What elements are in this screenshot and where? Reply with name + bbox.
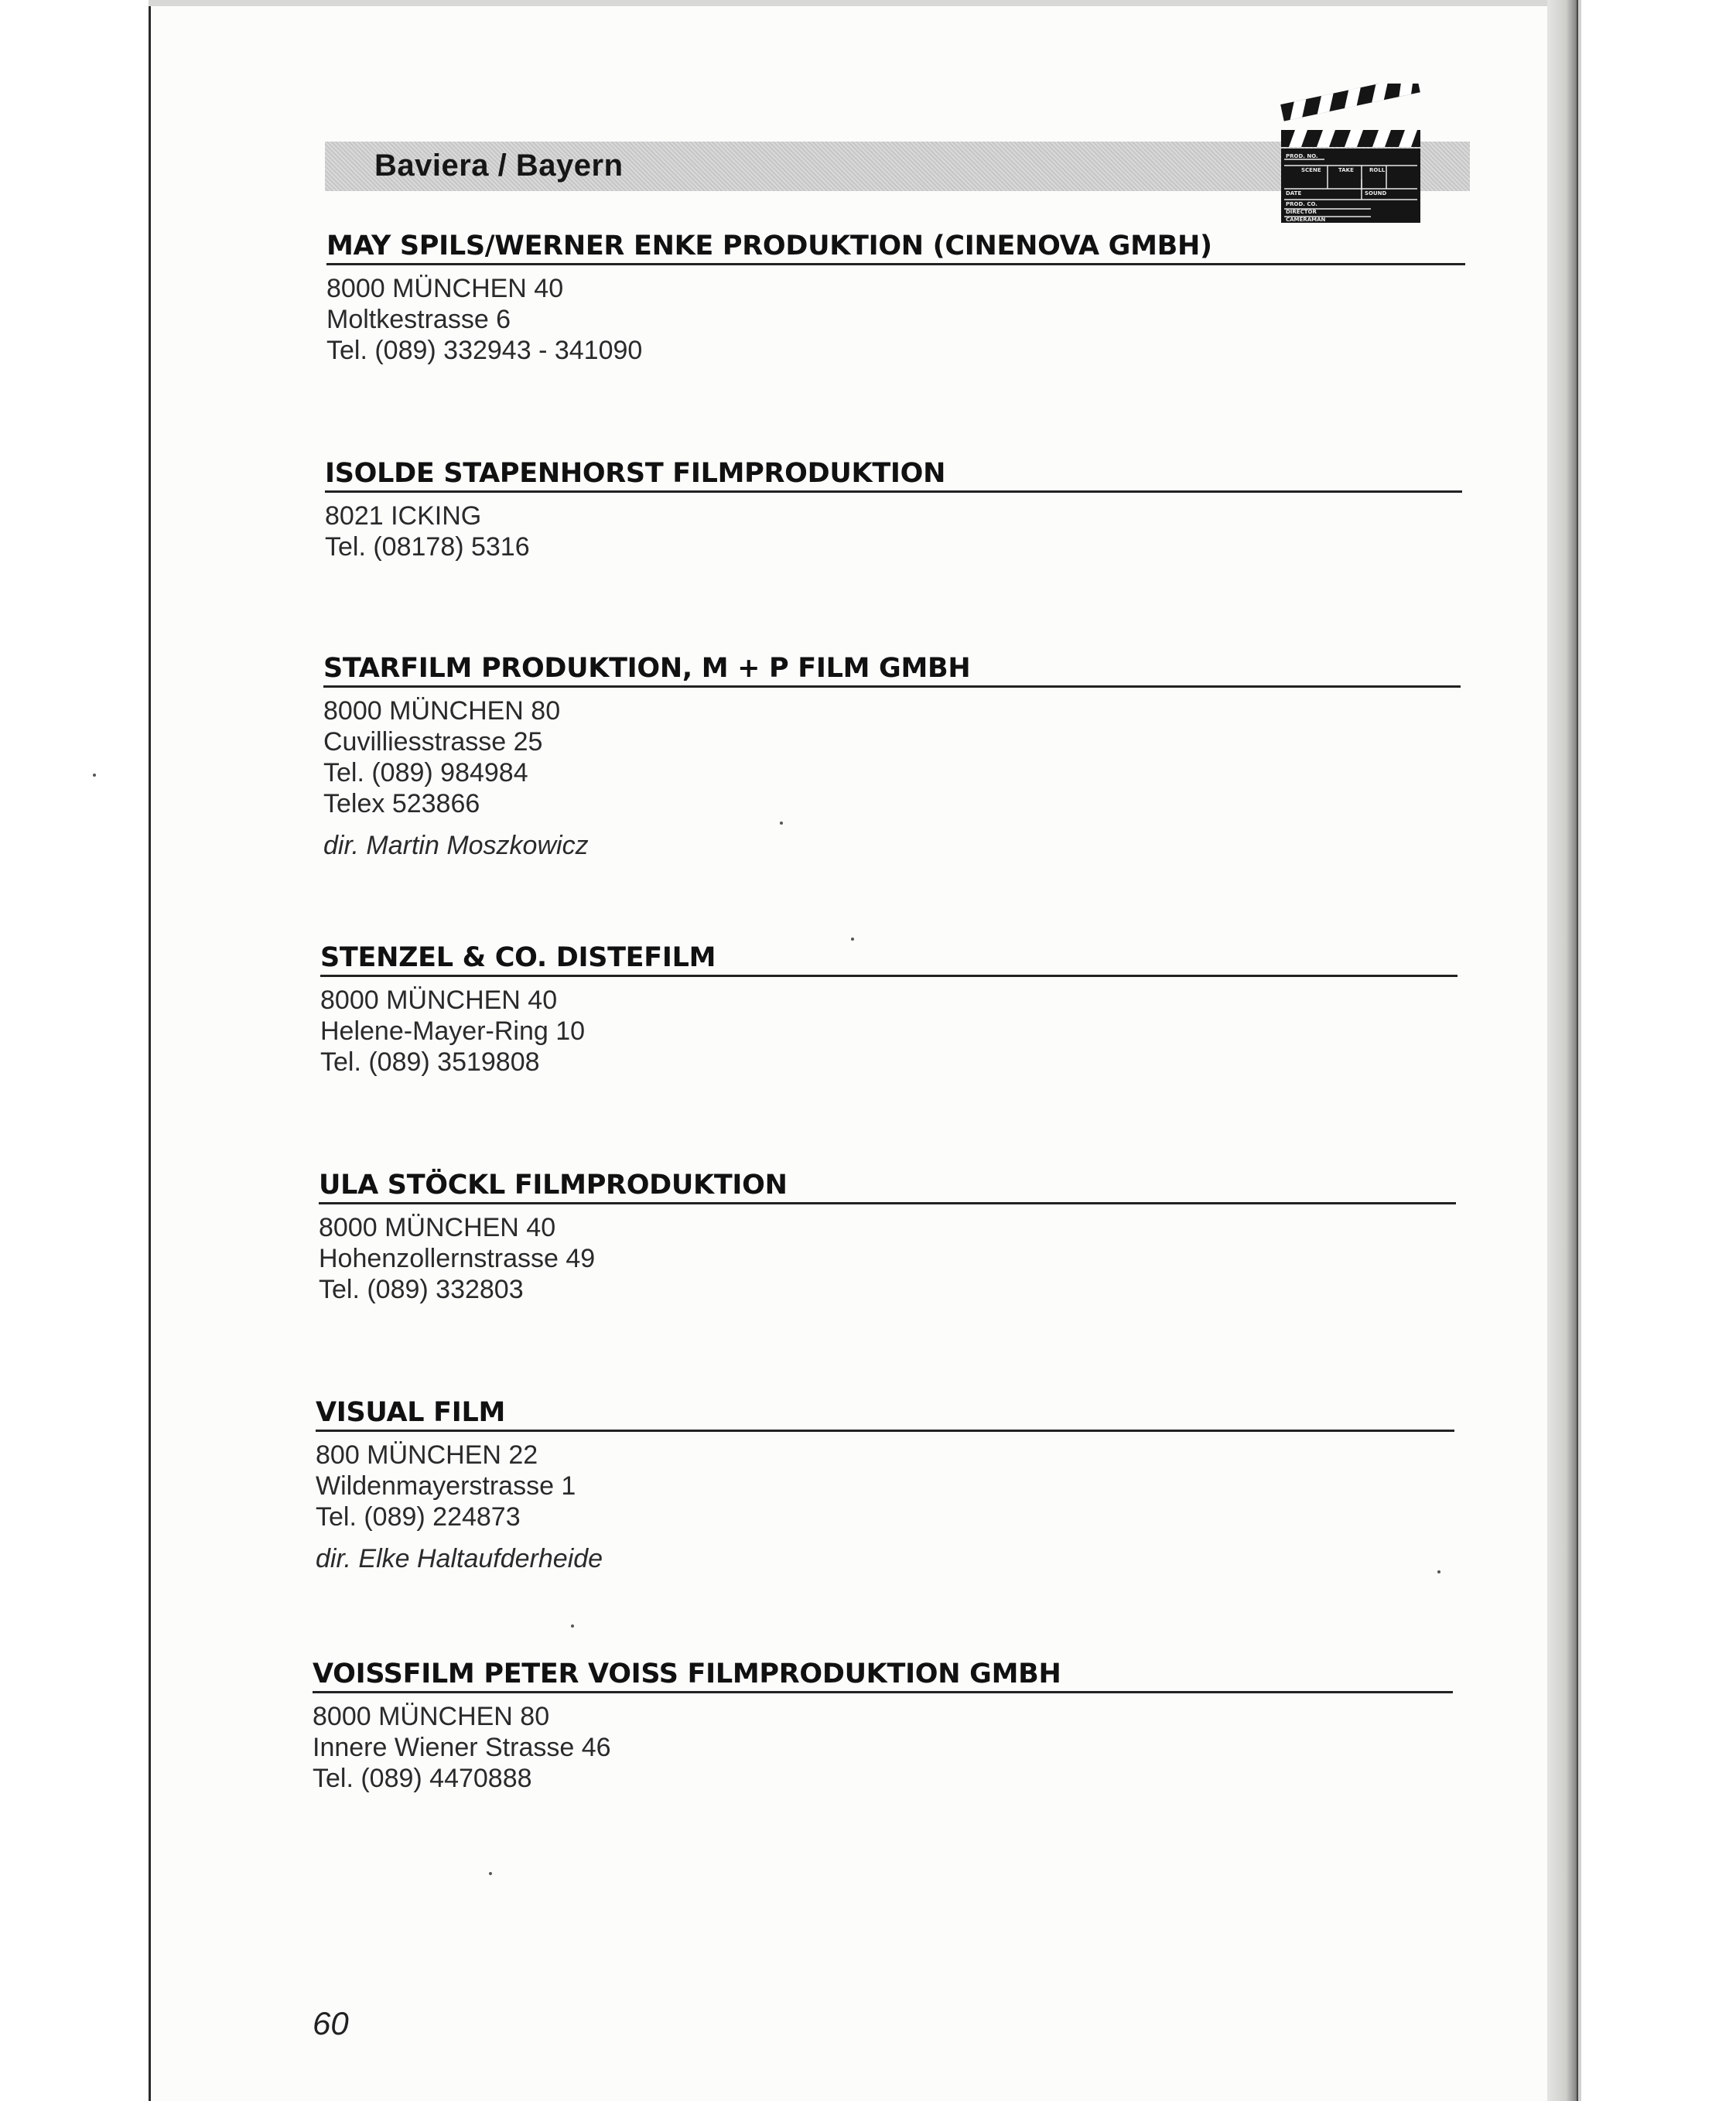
- address-block: [326, 273, 1465, 366]
- svg-text:PROD. NO.: PROD. NO.: [1286, 153, 1318, 159]
- entry-divider: [320, 975, 1457, 977]
- director-line: dir. Martin Moszkowicz: [323, 831, 589, 860]
- address-line: Tel. (089) 224873: [316, 1502, 521, 1532]
- address-line: Innere Wiener Strasse 46: [313, 1733, 611, 1762]
- address-line: 8000 MÜNCHEN 80: [313, 1702, 550, 1731]
- page-right-edge: [1547, 0, 1578, 2101]
- address-line: 8000 MÜNCHEN 40: [320, 986, 558, 1015]
- company-name: STARFILM PRODUKTION, M + P FILM GMBH: [323, 653, 971, 684]
- address-line: 8000 MÜNCHEN 40: [326, 274, 564, 303]
- entry-divider: [325, 490, 1462, 493]
- scan-edge-line: [1578, 0, 1581, 2101]
- address-line: Helene-Mayer-Ring 10: [320, 1016, 586, 1046]
- page-number: 60: [313, 2005, 349, 2041]
- scan-speck: [571, 1624, 574, 1628]
- address-line: 8000 MÜNCHEN 80: [323, 696, 561, 726]
- address-line: Tel. (089) 3519808: [320, 1047, 540, 1077]
- address-line: Hohenzollernstrasse 49: [319, 1244, 596, 1273]
- address-line: Wildenmayerstrasse 1: [316, 1471, 576, 1501]
- svg-text:DIRECTOR: DIRECTOR: [1286, 209, 1317, 215]
- entry-divider: [326, 263, 1465, 265]
- company-name: VISUAL FILM: [316, 1397, 505, 1428]
- clapperboard-icon: [1278, 84, 1423, 227]
- svg-text:PROD. CO.: PROD. CO.: [1286, 201, 1317, 207]
- company-entry: [316, 1396, 1454, 1574]
- address-line: Tel. (089) 332803: [319, 1275, 524, 1304]
- entry-divider: [313, 1691, 1453, 1693]
- address-block: [313, 1701, 1453, 1794]
- entry-divider: [323, 685, 1461, 688]
- address-line: Telex 523866: [323, 789, 480, 818]
- company-name: VOISSFILM PETER VOISS FILMPRODUKTION GMBH: [313, 1659, 1061, 1689]
- address-line: Moltkestrasse 6: [326, 305, 511, 334]
- address-line: 8021 ICKING: [325, 501, 482, 531]
- svg-text:CAMERAMAN: CAMERAMAN: [1286, 217, 1326, 223]
- scan-speck: [93, 774, 96, 777]
- address-block: [320, 985, 1457, 1078]
- entry-divider: [316, 1430, 1454, 1432]
- company-entry: [313, 1657, 1453, 1794]
- svg-text:SOUND: SOUND: [1365, 190, 1387, 196]
- scan-speck: [489, 1872, 492, 1875]
- address-block: [319, 1212, 1456, 1305]
- company-entry: [319, 1168, 1456, 1305]
- region-title: Baviera / Bayern: [374, 149, 624, 183]
- address-block: [323, 695, 1461, 819]
- address-block: [316, 1440, 1454, 1532]
- address-line: Tel. (08178) 5316: [325, 532, 530, 562]
- company-entry: [323, 651, 1461, 861]
- company-entry: [326, 229, 1465, 366]
- scan-speck: [1437, 1570, 1440, 1573]
- entry-divider: [319, 1202, 1456, 1204]
- company-entry: [325, 456, 1462, 562]
- company-name: ISOLDE STAPENHORST FILMPRODUKTION: [325, 458, 946, 489]
- address-line: Tel. (089) 4470888: [313, 1764, 532, 1793]
- address-line: 8000 MÜNCHEN 40: [319, 1213, 556, 1242]
- director-line: dir. Elke Haltaufderheide: [316, 1544, 603, 1573]
- svg-text:SCENE: SCENE: [1301, 167, 1321, 173]
- company-name: MAY SPILS/WERNER ENKE PRODUKTION (CINENOVA GMBH): [326, 231, 1212, 261]
- scan-speck: [780, 822, 783, 825]
- company-name: STENZEL & CO. DISTEFILM: [320, 942, 716, 973]
- page-top-edge: [149, 0, 1578, 6]
- company-name: ULA STÖCKL FILMPRODUKTION: [319, 1170, 788, 1201]
- svg-text:DATE: DATE: [1286, 190, 1302, 196]
- svg-text:TAKE: TAKE: [1338, 167, 1354, 173]
- address-line: Cuvilliesstrasse 25: [323, 727, 543, 757]
- company-entry: [320, 941, 1457, 1078]
- address-line: Tel. (089) 332943 - 341090: [326, 336, 643, 365]
- address-block: [325, 500, 1462, 562]
- address-line: 800 MÜNCHEN 22: [316, 1440, 538, 1470]
- address-line: Tel. (089) 984984: [323, 758, 528, 787]
- svg-text:ROLL: ROLL: [1369, 167, 1386, 173]
- scan-speck: [851, 938, 854, 941]
